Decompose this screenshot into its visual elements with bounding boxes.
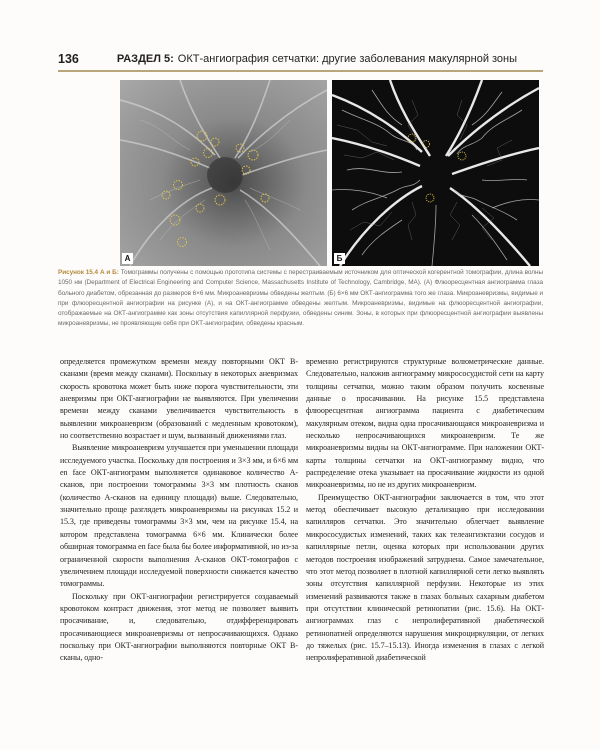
section-label: РАЗДЕЛ 5: — [116, 53, 174, 65]
caption-label: Рисунок 15.4 А и Б: — [58, 269, 119, 276]
body-paragraph: Поскольку при ОКТ-ангиографии регистрируется создаваемый кровотоком контраст движения, этот метод не позволяет выявить просачивание, и, следовательно, отдифференцировать просачивающиеся микроаневризмы от непросачивающихся. Однако поскольку при ОКТ-ангиографии выполняются повторные ОКТ В-сканы, одно- — [60, 591, 298, 663]
running-header — [58, 50, 543, 68]
header-rule — [58, 70, 543, 72]
page-number: 136 — [58, 52, 79, 66]
body-paragraph: Преимущество ОКТ-ангиографии заключается в том, что этот метод обеспечивает высокую детализацию при исследовании капилляров сетчатки. Это значительно облегчает выявление микрососудистых изменений, таких как телеангиэктазии сосудов и капиллярные петли, оценка которых при использовании других методов построения изображений затруднена. Самое замечательное, что этот метод позволяет в плотной капиллярной сети легко выявлять зоны отсутствия капиллярной перфузии. Некоторые из этих изменений развиваются также в глазах больных сахарным диабетом при отсутствии клинической ретинопатии (рис. 15.6). На ОКТ-ангиограммах глаз с непролиферативной диабетической ретинопатией определяются нарушения микроциркуляции, от легких до тяжелых (рис. 15.7–15.13). Иногда изменения в глазах с легкой непролиферативной диабетической — [306, 492, 544, 663]
caption-text: Томограммы получены с помощью прототипа системы с перестраиваемым источником для оптической когерентной томографии, длина волны 1050 нм (Department of Electrical Engineering and Computer Science, Massachusetts Institute of Technology, Cambridge, MA). (А) Флюоресцентная ангиограмма глаза больного диабетом, обрезанная до размеров 6×6 мм. Микроаневризмы обведены желтым. (Б) 6×6 мм ОКТ-ангиограмма того же глаза. Микроаневризмы, видимые и при флюоресцентной ангиографии на рисунке (А), и на ОКТ-ангиограмме обведены желтым. Микроаневризмы, видимые на флюоресцентной ангиографии, отображаемые на ОКТ-ангиограмме как зоны отсутствия капиллярной перфузии, обведены синим. Зоны, в которых при флюоресцентной ангиографии выявлены микроаневризмы, не проявляющие себя при ОКТ-ангиографии, обведены красным. — [58, 269, 543, 328]
fluorescein-angiogram-panel — [120, 80, 327, 266]
panel-a-label: А — [122, 253, 133, 264]
figure-15-4 — [120, 80, 540, 266]
body-paragraph: Выявление микроаневризм улучшается при уменьшении площади исследуемого участка. Поскольку для построения и 3×3 мм, и 6×6 мм en face ОКТ-ангиограмм выполняется одинаковое количество А-сканов, при построении томограммы 3×3 мм плотность сканов (количество А-сканов на единицу площади) выше. Следовательно, значительно проще разглядеть микроаневризмы на рисунках 15.2 и 15.3, где приведены томограммы 3×3 мм, чем на рисунке 15.4, на котором представлена томограмма 6×6 мм. Клинически более обширная томограмма en face была бы более информативной, но из-за ограниченной скорости выполнения А-сканов ОКТ-томографов с увеличением площади исследуемой поверхности снижается качество томограммы. — [60, 443, 298, 589]
figure-caption — [58, 268, 543, 330]
panel-b-label: Б — [334, 253, 345, 264]
body-paragraph: определяется промежутком времени между повторными ОКТ В-сканами (время между сканами). Поскольку в некоторых аневризмах скорость кровотока может быть ниже порога чувствительности, эти аневризмы при ОКТ-ангиографии не выявляются. При увеличении времени между сканами увеличивается чувствительность в выявлении микроаневризм (образований с медленным кровотоком), но соответственно возрастает и шум, вызванный движениями глаз. — [60, 357, 298, 441]
oct-angiogram-image — [332, 80, 539, 266]
fluorescein-angiogram-image — [120, 80, 327, 266]
body-column-left — [60, 356, 298, 665]
body-column-right — [306, 356, 544, 665]
oct-angiogram-panel — [332, 80, 539, 266]
body-paragraph: временно регистрируются структурные волюметрические данные. Следовательно, наложив ангиограмму микрососудистой сети на карту толщины сетчатки, можно таким образом получить косвенные данные о просачивании. На рисунке 15.5 представлена флюоресцентная ангиограмма пациента с диабетическим макулярным отеком, видна одна просачивающаяся микроаневризма и несколько непросачивающихся микроаневризм. Те же микроаневризмы видны на ОКТ-ангиограмме. При наложении ОКТ-карты толщины сетчатки на ОКТ-ангиограмму видно, что распределение отека указывает на просачивание жидкости из одной микроаневризмы, но не из других микроаневризм. — [306, 357, 544, 490]
section-title: ОКТ-ангиография сетчатки: другие заболевания макулярной зоны — [177, 53, 518, 65]
